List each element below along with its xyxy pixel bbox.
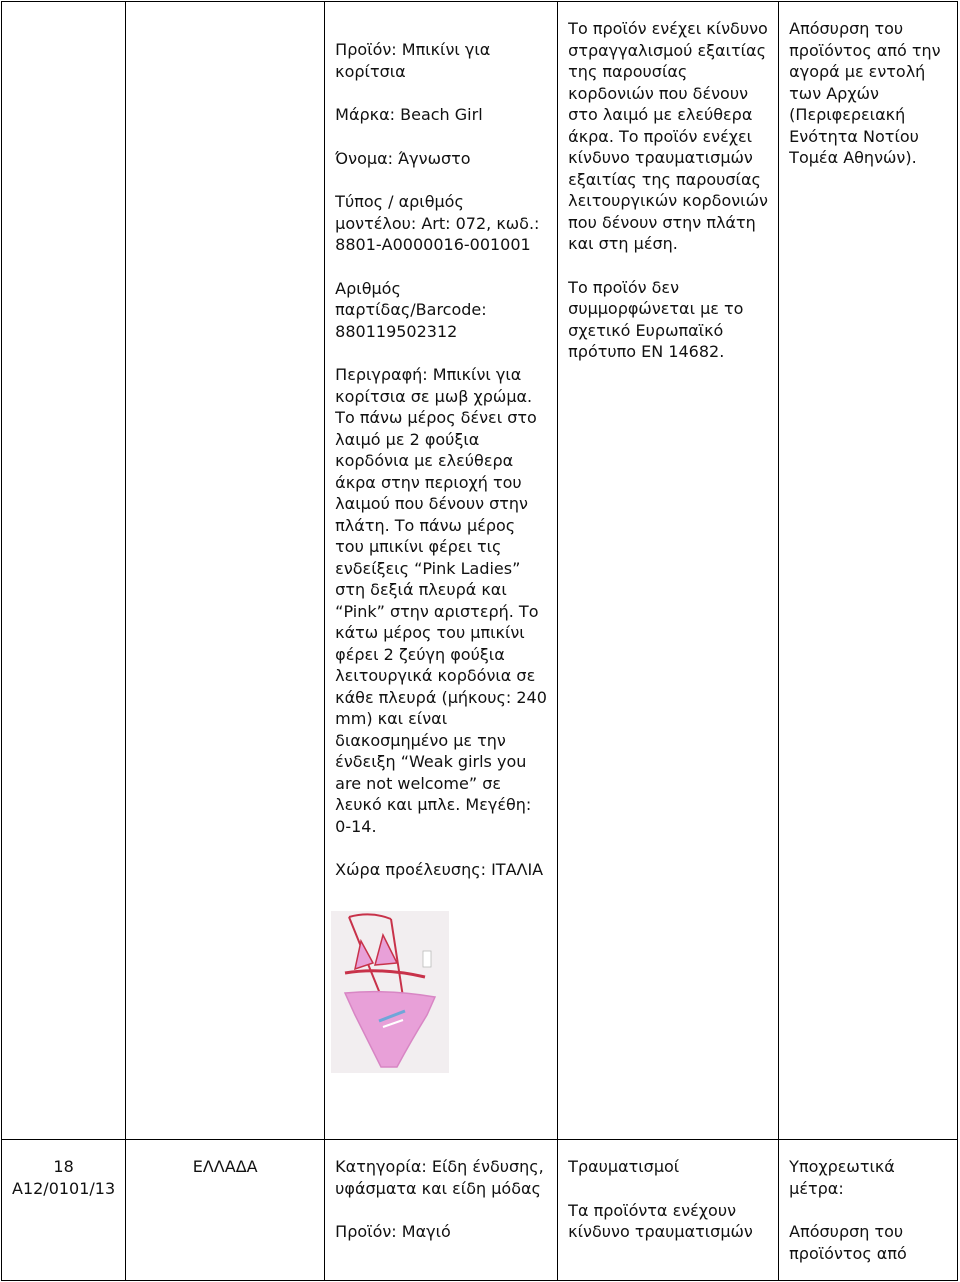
measures-cell [779, 2, 958, 1140]
risk-cell [558, 1140, 779, 1281]
risk-standard: Το προϊόν δεν συμμορφώνεται με το σχετικό Ευρωπαϊκό πρότυπο EN 14682. [568, 277, 744, 361]
table-row [2, 2, 958, 1140]
item-name: Όνομα: Άγνωστο [335, 148, 471, 168]
notifying-country: ΕΛΛΑΔΑ [192, 1157, 258, 1176]
batch-barcode: Αριθμός παρτίδας/Barcode: 880119502312 [335, 278, 487, 341]
country-of-origin: Χώρα προέλευσης: ΙΤΑΛΙΑ [335, 860, 544, 879]
measures-description: Απόσυρση του προϊόντος από [789, 1222, 907, 1263]
measures-description: Απόσυρση του προϊόντος από την αγορά με εντολή των Αρχών (Περιφερειακή Ενότητα Νοτίου Τομέα Αθηνών). [789, 19, 941, 167]
risk-title: Τραυματισμοί [568, 1157, 680, 1176]
model-number: Τύπος / αριθμός μοντέλου: Art: 072, κωδ.: 8801-A0000016-001001 [335, 192, 540, 254]
product-description: Περιγραφή: Μπικίνι για κορίτσια σε μωβ χρώμα. Το πάνω μέρος δένει στο λαιμό με 2 φούξια κορδόνια με ελεύθερα άκρα στην περιοχή του λαιμού που δένουν στην πλάτη. Το πάνω μέρος του μπικίνι φέρει τις ενδείξεις “Pink Ladies” στη δεξιά πλευρά και “Pink” στην αριστερή. Το κάτω μέρος του μπικίνι φέρει 2 ζεύγη φούξια λειτουργικά κορδόνια σε κάθε πλευρά (μήκους: 240 mm) και είναι διακοσμημένο με την ένδειξη “Weak girls you are not welcome” σε λευκό και μπλε. Μεγέθη: 0-14. [335, 365, 547, 836]
brand: Μάρκα: Beach Girl [335, 105, 483, 124]
product-name: Προϊόν: Μπικίνι για κορίτσια [335, 40, 491, 81]
risk-description: Το προϊόν ενέχει κίνδυνο στραγγαλισμού εξαιτίας της παρουσίας κορδονιών που δένουν στο λαιμό με ελεύθερα άκρα. Το προϊόν ενέχει κίνδυνο τραυματισμών εξαιτίας της παρουσίας λειτουργικών κορδονιών που δένουν στην πλάτη και στη μέση. [568, 19, 768, 253]
measures-cell [779, 1140, 958, 1281]
notification-table [1, 1, 958, 1281]
table-row [2, 1140, 958, 1281]
product-cell [325, 1140, 558, 1281]
number-cell-empty [2, 2, 126, 1140]
product-category: Κατηγορία: Είδη ένδυσης, υφάσματα και είδη μόδας [335, 1157, 544, 1198]
country-cell [126, 1140, 325, 1281]
product-cell [325, 2, 558, 1140]
notification-reference: A12/0101/13 [12, 1178, 116, 1198]
measures-title: Υποχρεωτικά μέτρα: [789, 1157, 895, 1198]
product-photo [331, 911, 449, 1073]
product-name: Προϊόν: Μαγιό [335, 1222, 451, 1241]
country-cell-empty [126, 2, 325, 1140]
notification-number: 18 [53, 1157, 74, 1176]
risk-description: Τα προϊόντα ενέχουν κίνδυνο τραυματισμών [568, 1200, 753, 1241]
risk-cell [558, 2, 779, 1140]
number-cell [2, 1140, 126, 1281]
